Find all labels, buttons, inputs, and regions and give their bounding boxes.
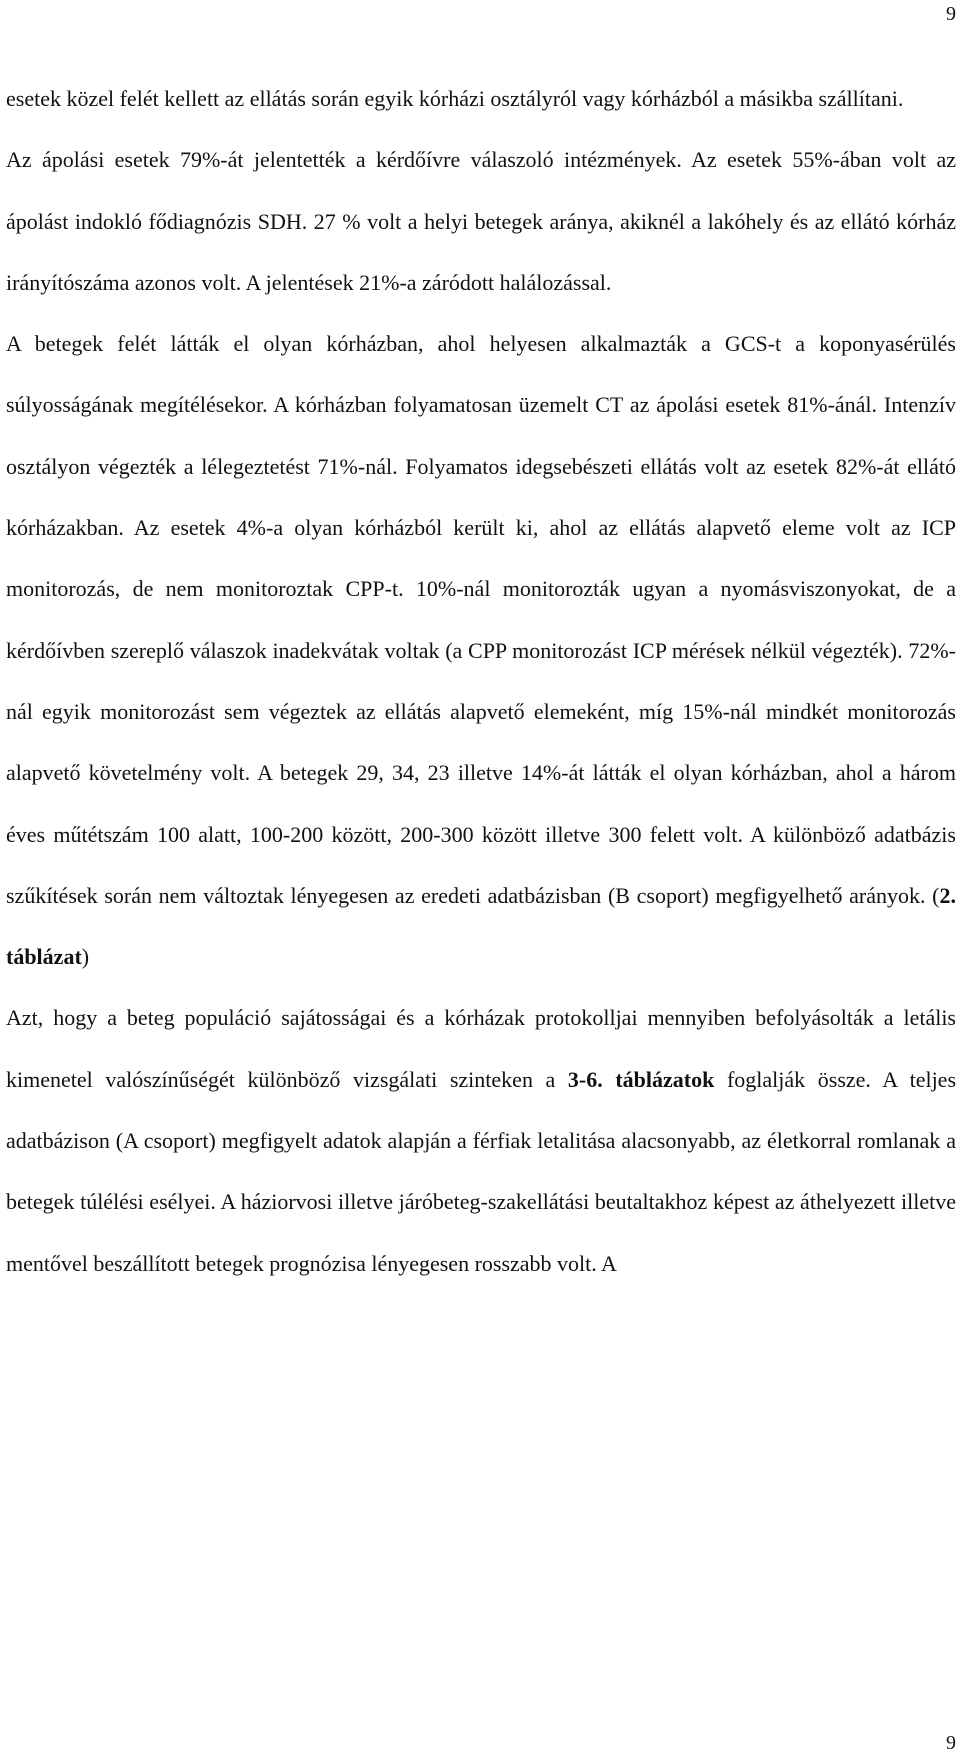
paragraph-1: esetek közel felét kellett az ellátás során egyik kórházi osztályról vagy kórházból a másikba szállítani.	[6, 86, 904, 111]
paragraph-3	[6, 313, 956, 987]
table-2-reference: 2. táblázat	[6, 882, 956, 970]
page-number-bottom: 9	[946, 1732, 956, 1754]
paragraph-4-text: foglalják össze. A teljes adatbázison (A csoport) megfigyelt adatok alapján a férfiak letalitása alacsonyabb, az életkorral romlanak a betegek túlélési esélyei. A háziorvosi illetve járóbeteg-szakellátási beutaltakhoz képest az áthelyezett illetve mentővel beszállított betegek prognózisa lényegesen rosszabb volt. A	[6, 1066, 957, 1276]
tables-3-6-reference: 3-6. táblázatok	[567, 1066, 715, 1092]
body-text	[6, 68, 956, 1294]
paragraph-4	[6, 987, 956, 1293]
paragraph-2: Az ápolási esetek 79%-át jelentették a kérdőívre válaszoló intézmények. Az esetek 55%-ában volt az ápolást indokló fődiagnózis SDH. 27 % volt a helyi betegek aránya, akiknél a lakóhely és az ellátó kórház irányítószáma azonos volt. A jelentések 21%-a záródott halálozással.	[6, 147, 956, 295]
paragraph-3-text: A betegek felét látták el olyan kórházban, ahol helyesen alkalmazták a GCS-t a koponyasérülés súlyosságának megítélésekor. A kórházban folyamatosan üzemelt CT az ápolási esetek 81%-ánál. Intenzív osztályon végezték a lélegeztetést 71%-nál. Folyamatos idegsebészeti ellátás volt az esetek 82%-át ellátó kórházakban. Az esetek 4%-a olyan kórházból került ki, ahol az ellátás alapvető eleme volt az ICP monitorozás, de nem monitoroztak CPP-t. 10%-nál monitorozták ugyan a nyomásviszonyokat, de a kérdőívben szereplő válaszok inadekvátak voltak (a CPP monitorozást ICP mérések nélkül végezték). 72%-nál egyik monitorozást sem végeztek az ellátás alapvető elemeként, míg 15%-nál mindkét monitorozás alapvető követelmény volt. A betegek 29, 34, 23 illetve 14%-át látták el olyan kórházban, ahol a három éves műtétszám 100 alatt, 100-200 között, 200-300 között illetve 300 felett volt. A különböző adatbázis szűkítések során nem változtak lényegesen az eredeti adatbázisban (B csoport) megfigyelhető arányok. (	[6, 331, 956, 908]
paragraph-4-intro: Azt, hogy a beteg populáció sajátosságai és a kórházak protokolljai mennyiben befolyásolták a letális kimenetel valószínűségét különböző vizsgálati szinteken a	[6, 1005, 956, 1092]
paragraph-3-closing: )	[81, 944, 90, 970]
page-number-top: 9	[946, 3, 956, 25]
